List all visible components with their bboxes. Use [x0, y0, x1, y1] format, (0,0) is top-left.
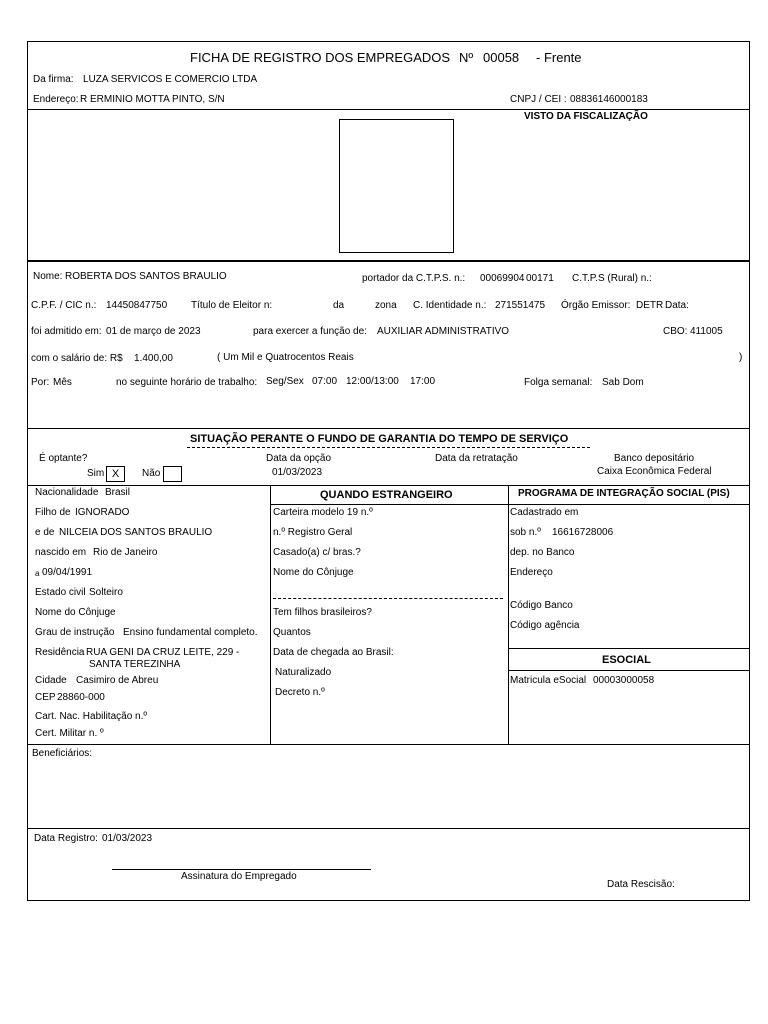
fgts-title: SITUAÇÃO PERANTE O FUNDO DE GARANTIA DO TEMPO DE SERVIÇO	[190, 433, 569, 445]
divider-employee	[27, 428, 750, 429]
folga-value: Sab Dom	[602, 377, 644, 388]
column-divider-1	[270, 485, 271, 744]
sob-label: sob n.º	[510, 527, 541, 538]
admitido-label: foi admitido em:	[31, 326, 102, 337]
pai-value: IGNORADO	[75, 507, 130, 518]
sim-checkbox[interactable]: X	[106, 466, 125, 482]
data-nasc-value: 09/04/1991	[42, 567, 93, 578]
horario-inicio: 07:00	[312, 376, 338, 387]
divider-fgts	[27, 485, 750, 486]
codigo-agencia-label: Código agência	[510, 620, 580, 631]
retratacao-label: Data da retratação	[435, 453, 518, 464]
instrucao-label: Grau de instrução	[35, 627, 115, 638]
horario-intervalo: 12:00/13:00	[346, 376, 399, 387]
casado-label: Casado(a) c/ bras.?	[273, 547, 361, 558]
admitido-value: 01 de março de 2023	[106, 326, 201, 337]
zona-label: zona	[375, 300, 397, 311]
signature-line	[112, 869, 371, 870]
banco-value: Caixa Econômica Federal	[597, 466, 712, 477]
opcao-value: 01/03/2023	[272, 467, 323, 478]
pis-title-rule	[508, 504, 750, 505]
ctps-label: portador da C.T.P.S. n.:	[362, 273, 466, 284]
salario-extenso: ( Um Mil e Quatrocentos Reais	[217, 352, 354, 363]
nascido-value: Rio de Janeiro	[93, 547, 158, 558]
cadastrado-label: Cadastrado em	[510, 507, 579, 518]
pis-title: PROGRAMA DE INTEGRAÇÃO SOCIAL (PIS)	[518, 488, 730, 499]
cbo-label: CBO:	[663, 326, 688, 337]
rescisao-label: Data Rescisão:	[607, 879, 675, 890]
filho-label: Filho de	[35, 507, 71, 518]
address-label: Endereço:	[33, 94, 79, 105]
foreigner-title-rule	[270, 504, 509, 505]
address-value: R ERMINIO MOTTA PINTO, S/N	[80, 94, 225, 105]
divider-columns	[27, 744, 750, 745]
chegada-label: Data de chegada ao Brasil:	[273, 647, 394, 658]
instrucao-value: Ensino fundamental completo.	[123, 627, 258, 638]
cep-label: CEP	[35, 692, 56, 703]
horario-label: no seguinte horário de trabalho:	[116, 377, 258, 388]
funcao-value: AUXILIAR ADMINISTRATIVO	[377, 326, 510, 337]
foreigner-conjuge-label: Nome do Cônjuge	[273, 567, 354, 578]
registro-geral-label: n.º Registro Geral	[273, 527, 353, 538]
name-label: Nome:	[33, 271, 63, 282]
cnpj-label: CNPJ / CEI :	[510, 94, 567, 105]
horario-fim: 17:00	[410, 376, 436, 387]
employee-name: ROBERTA DOS SANTOS BRAULIO	[65, 271, 227, 282]
carteira-label: Carteira modelo 19 n.º	[273, 507, 373, 518]
nacionalidade-label: Nacionalidade	[35, 487, 99, 498]
residencia-label: Residência	[35, 647, 85, 658]
horario-dias: Seg/Sex	[266, 376, 304, 387]
divider-beneficiarios	[27, 828, 750, 829]
salario-label: com o salário de: R$	[31, 353, 123, 364]
inspection-label: VISTO DA FISCALIZAÇÃO	[524, 111, 648, 122]
divider-header	[27, 109, 750, 110]
form-side: - Frente	[536, 50, 582, 65]
assinatura-label: Assinatura do Empregado	[181, 871, 297, 882]
conjuge-label: Nome do Cônjuge	[35, 607, 116, 618]
nao-label: Não	[142, 468, 161, 479]
cidade-label: Cidade	[35, 675, 67, 686]
registro-label: Data Registro:	[34, 833, 98, 844]
ctps-rural-label: C.T.P.S (Rural) n.:	[572, 273, 652, 284]
opcao-label: Data da opção	[266, 453, 332, 464]
esocial-title: ESOCIAL	[602, 654, 651, 666]
matricula-label: Matricula eSocial	[510, 675, 587, 686]
column-divider-2	[508, 485, 509, 744]
cidade-value: Casimiro de Abreu	[76, 675, 159, 686]
ctps-number: 00069904	[480, 273, 525, 284]
nao-checkbox[interactable]	[163, 466, 182, 482]
data-nasc-label: a	[35, 569, 40, 578]
sob-value: 16616728006	[552, 527, 614, 538]
da-label: da	[333, 300, 345, 311]
habilitacao-label: Cart. Nac. Habilitação n.º	[35, 711, 148, 722]
codigo-banco-label: Código Banco	[510, 600, 573, 611]
salario-value: 1.400,00	[134, 353, 173, 364]
firm-label: Da firma:	[33, 74, 74, 85]
decreto-label: Decreto n.º	[275, 687, 325, 698]
esocial-top-rule	[508, 648, 750, 649]
form-number-label: Nº	[459, 50, 474, 65]
photo-box	[339, 119, 454, 253]
filhos-label: Tem filhos brasileiros?	[273, 607, 372, 618]
data-label: Data:	[665, 300, 689, 311]
cep-value: 28860-000	[57, 692, 105, 703]
foreigner-title: QUANDO ESTRANGEIRO	[320, 489, 453, 501]
naturalizado-label: Naturalizado	[275, 667, 332, 678]
pis-endereco-label: Endereço	[510, 567, 553, 578]
cnpj-value: 08836146000183	[570, 94, 648, 105]
dep-banco-label: dep. no Banco	[510, 547, 575, 558]
nascido-label: nascido em	[35, 547, 87, 558]
por-value: Mês	[53, 377, 72, 388]
foreigner-dashed-rule	[273, 598, 503, 599]
militar-label: Cert. Militar n. º	[35, 728, 104, 739]
nacionalidade-value: Brasil	[105, 487, 131, 498]
beneficiarios-label: Beneficiários:	[32, 748, 93, 759]
form-number: 00058	[483, 50, 520, 65]
cbo-value: 411005	[690, 326, 723, 337]
folga-label: Folga semanal:	[524, 377, 593, 388]
paren-close: )	[739, 352, 743, 363]
divider-photo	[27, 260, 750, 262]
orgao-value: DETR	[636, 300, 664, 311]
rg-label: C. Identidade n.:	[413, 300, 487, 311]
registro-value: 01/03/2023	[102, 833, 153, 844]
esocial-bottom-rule	[508, 670, 750, 671]
cpf-label: C.P.F. / CIC n.:	[31, 300, 97, 311]
sim-label: Sim	[87, 468, 105, 479]
fgts-title-underline	[187, 447, 590, 448]
form-title: FICHA DE REGISTRO DOS EMPREGADOS	[190, 50, 451, 65]
titulo-label: Título de Eleitor n:	[191, 300, 273, 311]
orgao-label: Órgão Emissor:	[561, 300, 631, 311]
estado-civil-label: Estado civil	[35, 587, 86, 598]
optante-label: É optante?	[39, 453, 88, 464]
ctps-serie: 00171	[526, 273, 554, 284]
bairro-value: SANTA TEREZINHA	[89, 659, 181, 670]
mae-value: NILCEIA DOS SANTOS BRAULIO	[59, 527, 213, 538]
estado-civil-value: Solteiro	[89, 587, 123, 598]
firm-name: LUZA SERVICOS E COMERCIO LTDA	[83, 74, 258, 85]
por-label: Por:	[31, 377, 50, 388]
rg-value: 271551475	[495, 300, 546, 311]
mae-label: e de	[35, 527, 55, 538]
banco-label: Banco depositário	[614, 453, 695, 464]
matricula-value: 00003000058	[593, 675, 655, 686]
cpf-value: 14450847750	[106, 300, 168, 311]
residencia-value: RUA GENI DA CRUZ LEITE, 229 -	[86, 647, 240, 658]
funcao-label: para exercer a função de:	[253, 326, 367, 337]
quantos-label: Quantos	[273, 627, 311, 638]
